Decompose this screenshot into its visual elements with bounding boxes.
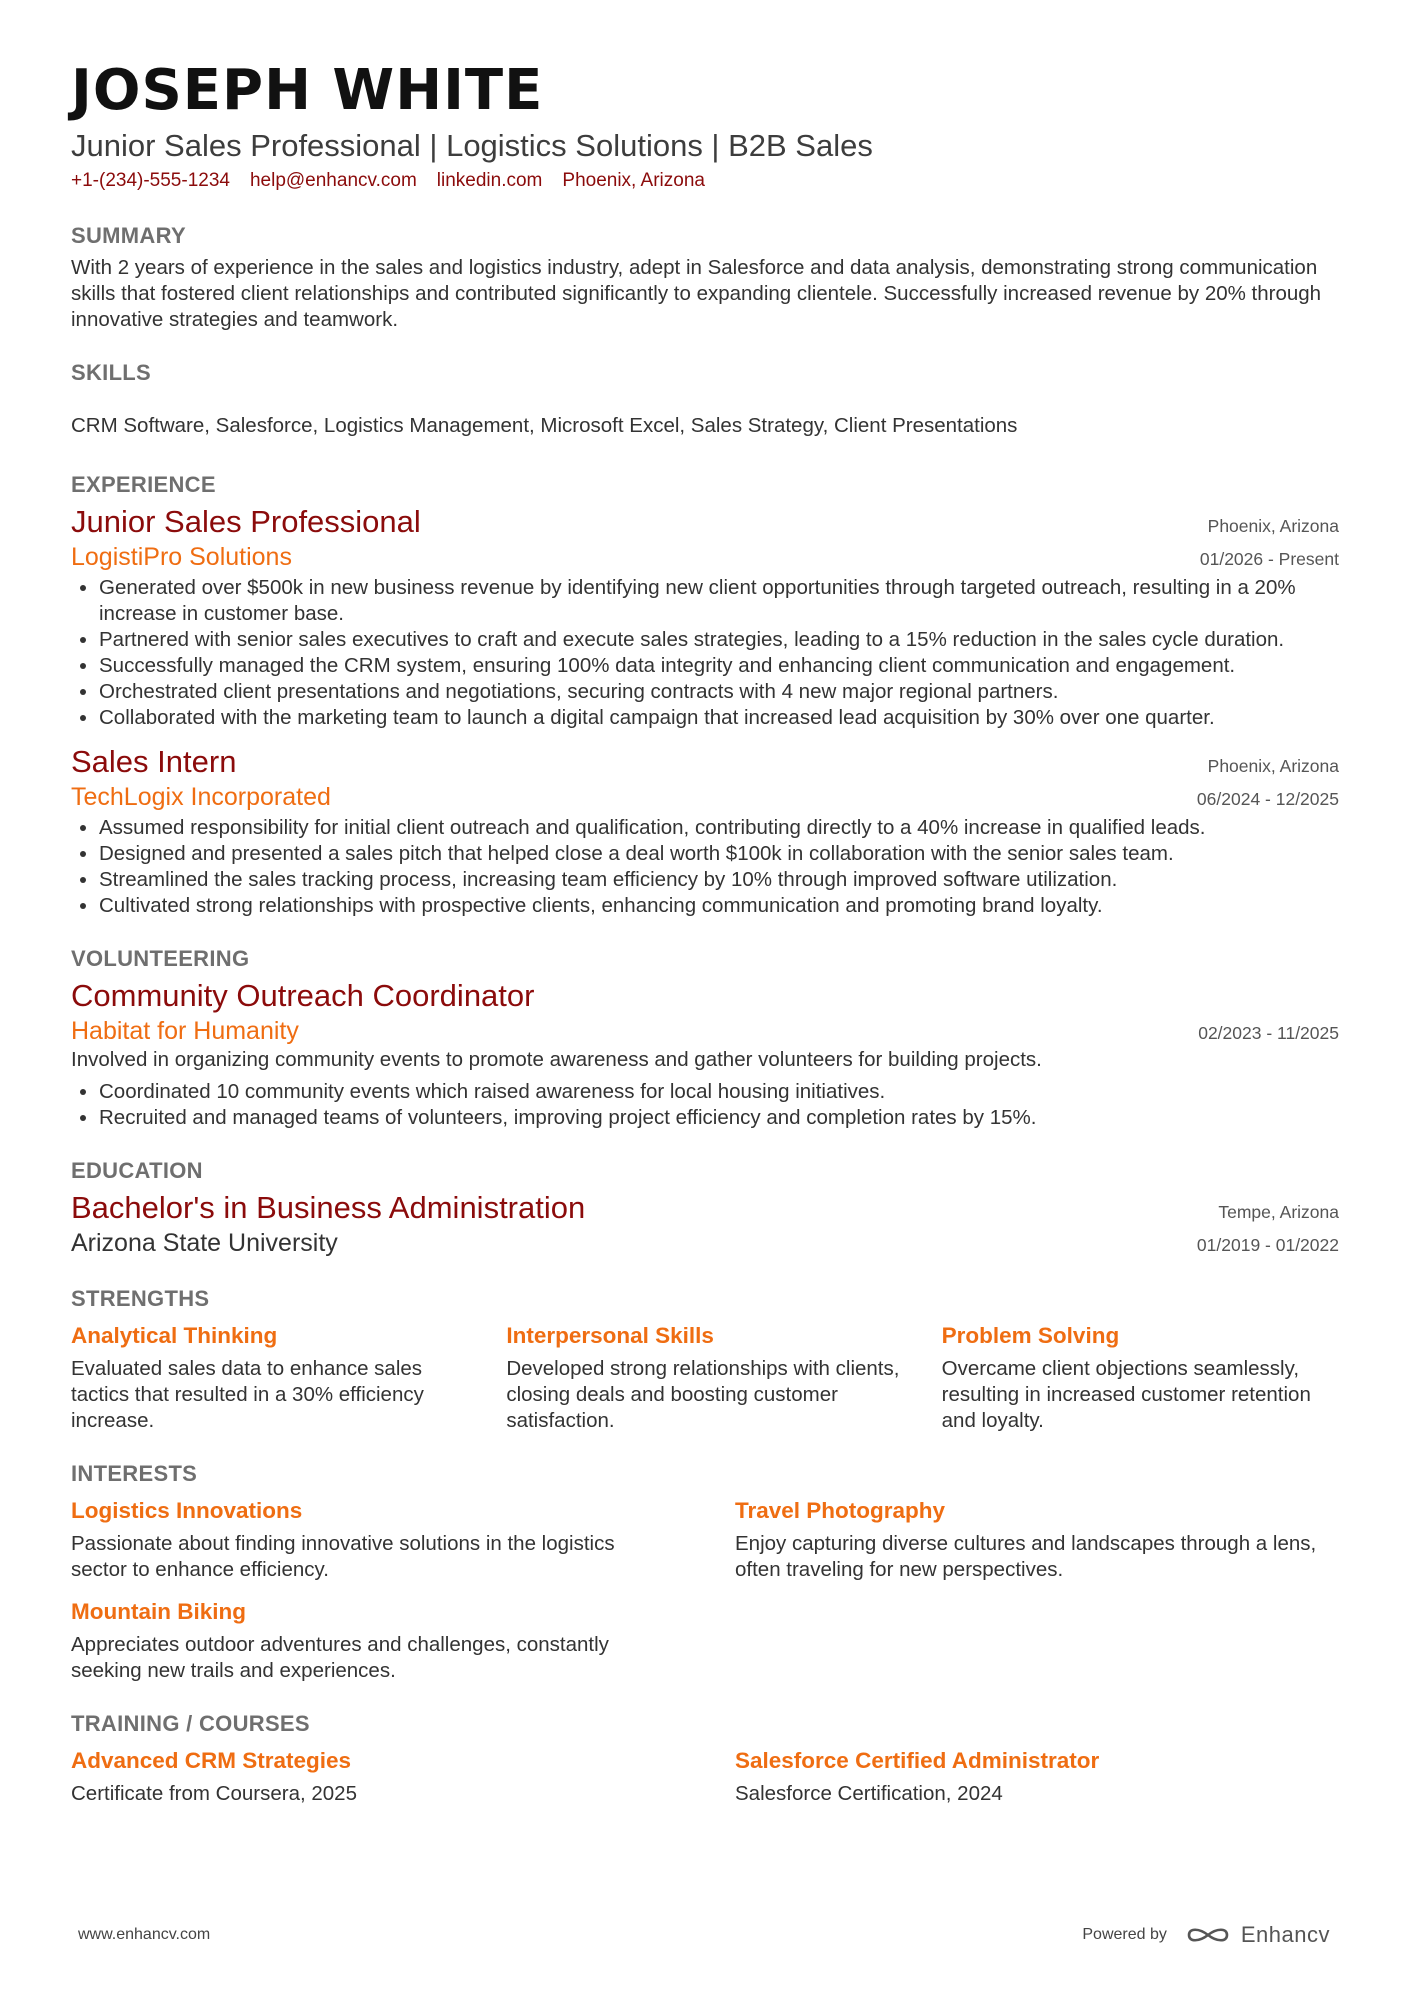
enhancv-logo-text: Enhancv — [1240, 1922, 1330, 1947]
experience-title: EXPERIENCE — [71, 472, 216, 497]
training-item — [71, 1746, 675, 1807]
summary-text: With 2 years of experience in the sales and logistics industry, adept in Salesforce and data analysis, demonstrating strong communication skills that fostered client relationships and contributed significantly to expanding clientele. Successfully increased revenue by 20% through innovative strategies and teamwork. — [71, 256, 1322, 331]
entry-subhead — [71, 781, 1339, 813]
education-title: EDUCATION — [71, 1158, 203, 1183]
experience-entry — [71, 743, 1339, 919]
resume-header — [71, 56, 1339, 194]
strengths-section — [71, 1285, 1339, 1434]
training-item-title: Advanced CRM Strategies — [71, 1748, 352, 1773]
list-item: • Successfully managed the CRM system, ensuring 100% data integrity and enhancing client communication and engagement. — [99, 653, 1339, 679]
skills-title: SKILLS — [71, 360, 152, 385]
interests-section — [71, 1460, 1339, 1684]
training-item-desc: Salesforce Certification, 2024 — [735, 1782, 1003, 1805]
education-dates: 01/2019 - 01/2022 — [1196, 1235, 1339, 1255]
interest-item — [71, 1597, 675, 1684]
interests-grid — [71, 1496, 1339, 1684]
contact-row — [71, 168, 1339, 194]
list-item: • Orchestrated client presentations and negotiations, securing contracts with 4 new major regional partners. — [99, 679, 1339, 705]
entry-subhead — [71, 1227, 1339, 1259]
education-location: Tempe, Arizona — [1218, 1202, 1339, 1222]
experience-entry — [71, 503, 1339, 731]
list-item: • Recruited and managed teams of volunteers, improving project efficiency and completion rates by 15%. — [99, 1105, 1339, 1131]
volunteer-description: Involved in organizing community events to promote awareness and gather volunteers for building projects. — [71, 1048, 1042, 1071]
volunteer-bullets — [71, 1079, 1339, 1131]
strengths-title: STRENGTHS — [71, 1286, 210, 1311]
list-item: • Streamlined the sales tracking process, increasing team efficiency by 10% through improved software utilization. — [99, 867, 1339, 893]
enhancv-logo[interactable] — [1185, 1922, 1330, 1948]
job-role: Junior Sales Professional — [71, 504, 421, 539]
summary-section — [71, 222, 1339, 333]
entry-subhead — [71, 541, 1339, 573]
footer-website[interactable]: www.enhancv.com — [78, 1926, 211, 1943]
skills-text: CRM Software, Salesforce, Logistics Management, Microsoft Excel, Sales Strategy, Client Presentations — [71, 414, 1018, 437]
job-role: Sales Intern — [71, 744, 237, 779]
interest-title: Mountain Biking — [71, 1599, 246, 1624]
strengths-grid — [71, 1321, 1339, 1434]
training-title: TRAINING / COURSES — [71, 1711, 310, 1736]
volunteering-title: VOLUNTEERING — [71, 946, 250, 971]
powered-by-label: Powered by — [1082, 1926, 1167, 1943]
education-section — [71, 1157, 1339, 1259]
job-location: Phoenix, Arizona — [1207, 756, 1339, 776]
interest-desc: Appreciates outdoor adventures and challenges, constantly seeking new trails and experiences. — [71, 1633, 609, 1682]
strength-item — [71, 1321, 468, 1434]
interest-desc: Enjoy capturing diverse cultures and landscapes through a lens, often traveling for new perspectives. — [735, 1532, 1317, 1581]
volunteer-organization: Habitat for Humanity — [71, 1017, 299, 1045]
list-item: • Cultivated strong relationships with prospective clients, enhancing communication and promoting brand loyalty. — [99, 893, 1339, 919]
strength-title: Interpersonal Skills — [506, 1323, 714, 1348]
contact-location: Phoenix, Arizona — [562, 170, 705, 191]
strength-title: Analytical Thinking — [71, 1323, 278, 1348]
training-item-title: Salesforce Certified Administrator — [735, 1748, 1100, 1773]
job-dates: 06/2024 - 12/2025 — [1196, 789, 1339, 809]
entry-head — [71, 743, 1339, 781]
volunteer-role: Community Outreach Coordinator — [71, 978, 535, 1013]
strength-desc: Overcame client objections seamlessly, resulting in increased customer retention and loyalty. — [941, 1357, 1311, 1432]
job-company: TechLogix Incorporated — [71, 783, 331, 811]
job-bullets — [71, 815, 1339, 919]
list-item: • Designed and presented a sales pitch that helped close a deal worth $100k in collaboration with the senior sales team. — [99, 841, 1339, 867]
experience-section — [71, 471, 1339, 919]
list-item: • Collaborated with the marketing team to launch a digital campaign that increased lead acquisition by 30% over one quarter. — [99, 705, 1339, 731]
strength-item — [506, 1321, 903, 1434]
footer-branding — [1082, 1922, 1330, 1948]
training-grid — [71, 1746, 1339, 1807]
training-item — [735, 1746, 1339, 1807]
list-item: • Assumed responsibility for initial client outreach and qualification, contributing directly to a 40% increase in qualified leads. — [99, 815, 1339, 841]
education-school: Arizona State University — [71, 1229, 338, 1257]
interest-title: Travel Photography — [735, 1498, 946, 1523]
summary-title: SUMMARY — [71, 223, 186, 248]
interests-title: INTERESTS — [71, 1461, 198, 1486]
volunteering-section — [71, 945, 1339, 1131]
contact-email[interactable]: help@enhancv.com — [249, 170, 417, 191]
enhancv-logo-icon — [1185, 1922, 1231, 1948]
list-item: • Partnered with senior sales executives to craft and execute sales strategies, leading to a 15% reduction in the sales cycle duration. — [99, 627, 1339, 653]
page-footer — [78, 1922, 1330, 1948]
entry-subhead — [71, 1015, 1339, 1047]
training-section — [71, 1710, 1339, 1807]
list-item: • Generated over $500k in new business revenue by identifying new client opportunities through targeted outreach, resulting in a 20% increase in customer base. — [99, 575, 1339, 627]
interest-item — [71, 1496, 675, 1583]
job-bullets — [71, 575, 1339, 731]
volunteer-dates: 02/2023 - 11/2025 — [1198, 1023, 1339, 1043]
interest-title: Logistics Innovations — [71, 1498, 303, 1523]
candidate-name: JOSEPH WHITE — [71, 58, 544, 123]
job-location: Phoenix, Arizona — [1207, 516, 1339, 536]
list-item: • Coordinated 10 community events which raised awareness for local housing initiatives. — [99, 1079, 1339, 1105]
contact-linkedin[interactable]: linkedin.com — [436, 170, 543, 191]
strength-desc: Developed strong relationships with clients, closing deals and boosting customer satisfaction. — [506, 1357, 900, 1432]
skills-section — [71, 359, 1339, 439]
strength-item — [942, 1321, 1339, 1434]
training-item-desc: Certificate from Coursera, 2025 — [71, 1782, 357, 1805]
job-dates: 01/2026 - Present — [1199, 549, 1339, 569]
interest-desc: Passionate about finding innovative solutions in the logistics sector to enhance efficiency. — [71, 1532, 615, 1581]
contact-phone[interactable]: +1-(234)-555-1234 — [71, 170, 230, 191]
strength-desc: Evaluated sales data to enhance sales tactics that resulted in a 30% efficiency increase. — [71, 1357, 424, 1432]
interest-item — [735, 1496, 1339, 1583]
strength-title: Problem Solving — [941, 1323, 1120, 1348]
job-company: LogistiPro Solutions — [71, 543, 292, 571]
entry-head — [71, 1189, 1339, 1227]
education-degree: Bachelor's in Business Administration — [71, 1190, 586, 1225]
candidate-headline: Junior Sales Professional | Logistics Solutions | B2B Sales — [71, 128, 873, 163]
entry-head — [71, 503, 1339, 541]
